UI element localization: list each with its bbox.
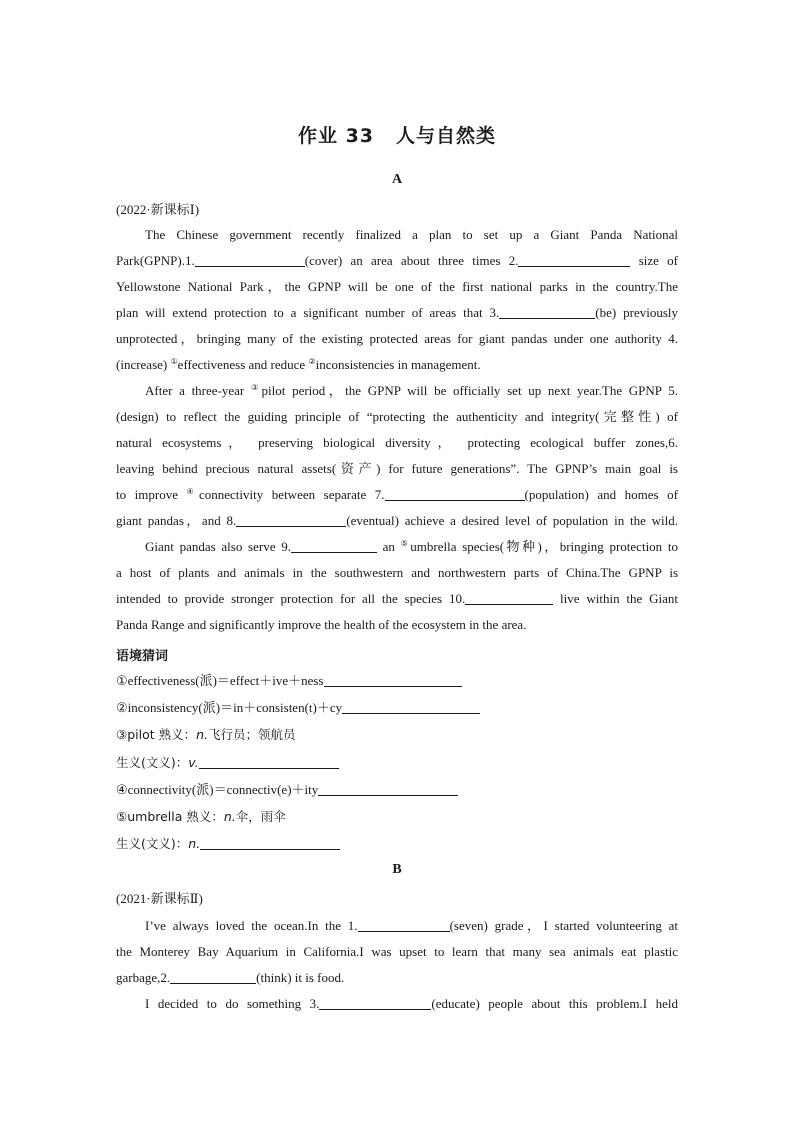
passage-line: The Chinese government recently finalized a plan to set up a Giant Panda National: [145, 227, 678, 242]
answer-blank-8[interactable]: [236, 512, 346, 527]
passage-line: unprotected，bringing many of the existing protected areas for giant pandas under one authority 4.: [116, 331, 678, 346]
vocab-answer-blank-1[interactable]: [324, 672, 462, 687]
title-prefix: 作业 33: [297, 125, 375, 147]
vocab-item-3: ③pilot 熟义：n.飞行员；领航员: [116, 727, 296, 742]
passage-line: plan will extend protection to a significant number of areas that 3. (be) previously: [116, 305, 679, 320]
passage-line: Park(GPNP).1. (cover) an area about three times 2. size of: [116, 253, 678, 268]
passage-line: leaving behind precious natural assets(资产) for future generations”. The GPNP’s main goal is: [116, 461, 678, 476]
passage-line: to improve ④connectivity between separate 7. (population) and homes of: [116, 487, 678, 502]
vocab-item-3-context: 生义(文义)：v.: [116, 753, 339, 773]
passage-line: I’ve always loved the ocean.In the 1. (seven) grade，I started volunteering at: [145, 918, 678, 933]
title-topic: 人与自然类: [396, 125, 497, 147]
passage-line: intended to provide stronger protection for all the species 10. live within the Giant: [116, 591, 679, 606]
passage-line: (increase) ①effectiveness and reduce ②inconsistencies in management.: [116, 357, 481, 372]
section-b-label: B: [392, 862, 402, 877]
section-a-label: A: [391, 172, 403, 187]
section-b-source: (2021·新课标Ⅱ): [116, 891, 203, 906]
page-title: [116, 121, 678, 148]
passage-line: I decided to do something 3. (educate) people about this problem.I held: [145, 996, 679, 1011]
vocab-item-5: ⑤umbrella 熟义：n.伞，雨伞: [116, 809, 286, 824]
vocab-answer-blank-5[interactable]: [200, 835, 340, 850]
passage-line: After a three-year ③pilot period，the GPNP will be officially set up next year.The GPNP 5.: [145, 383, 678, 398]
passage-line: a host of plants and animals in the southwestern and northwestern parts of China.The GPNP is: [116, 565, 678, 580]
b-answer-blank-3[interactable]: [319, 995, 431, 1010]
passage-line: Yellowstone National Park，the GPNP will be one of the first national parks in the country.The: [116, 279, 678, 294]
vocab-item-2: ②inconsistency(派)＝in＋consisten(t)＋cy: [116, 698, 480, 718]
answer-blank-3[interactable]: [499, 304, 595, 319]
passage-line: garbage,2. (think) it is food.: [116, 970, 345, 985]
passage-line: the Monterey Bay Aquarium in California.I was upset to learn that many sea animals eat plastic: [116, 944, 678, 959]
vocab-answer-blank-3[interactable]: [199, 754, 339, 769]
answer-blank-9[interactable]: [291, 538, 377, 553]
answer-blank-2[interactable]: [518, 252, 630, 267]
passage-line: natural ecosystems， preserving biological diversity， protecting ecological buffer zones,6.: [116, 435, 678, 450]
vocab-heading: 语境猜词: [116, 649, 169, 664]
answer-blank-10[interactable]: [465, 590, 553, 605]
vocab-answer-blank-2[interactable]: [342, 699, 480, 714]
passage-line: Giant pandas also serve 9. an ⑤umbrella species(物种)，bringing protection to: [145, 539, 679, 554]
vocab-answer-blank-4[interactable]: [318, 781, 458, 796]
passage-line: giant pandas，and 8. (eventual) achieve a desired level of population in the wild.: [116, 513, 678, 528]
passage-line: (design) to reflect the guiding principle of “protecting the authenticity and integrity(完整性) of: [116, 409, 678, 424]
vocab-item-5-context: 生义(文义)：n.: [116, 834, 340, 854]
section-a-passage: [116, 222, 678, 638]
vocab-item-4: ④connectivity(派)＝connectiv(e)＋ity: [116, 780, 458, 800]
b-answer-blank-2[interactable]: [170, 969, 256, 984]
answer-blank-1[interactable]: [195, 252, 305, 267]
passage-line: Panda Range and significantly improve the health of the ecosystem in the area.: [116, 617, 527, 632]
vocab-item-1: ①effectiveness(派)＝effect＋ive＋ness: [116, 671, 462, 691]
b-answer-blank-1[interactable]: [358, 917, 450, 932]
section-b-passage: [116, 913, 678, 1017]
section-a-source: (2022·新课标Ⅰ): [116, 202, 200, 217]
answer-blank-7[interactable]: [385, 486, 525, 501]
